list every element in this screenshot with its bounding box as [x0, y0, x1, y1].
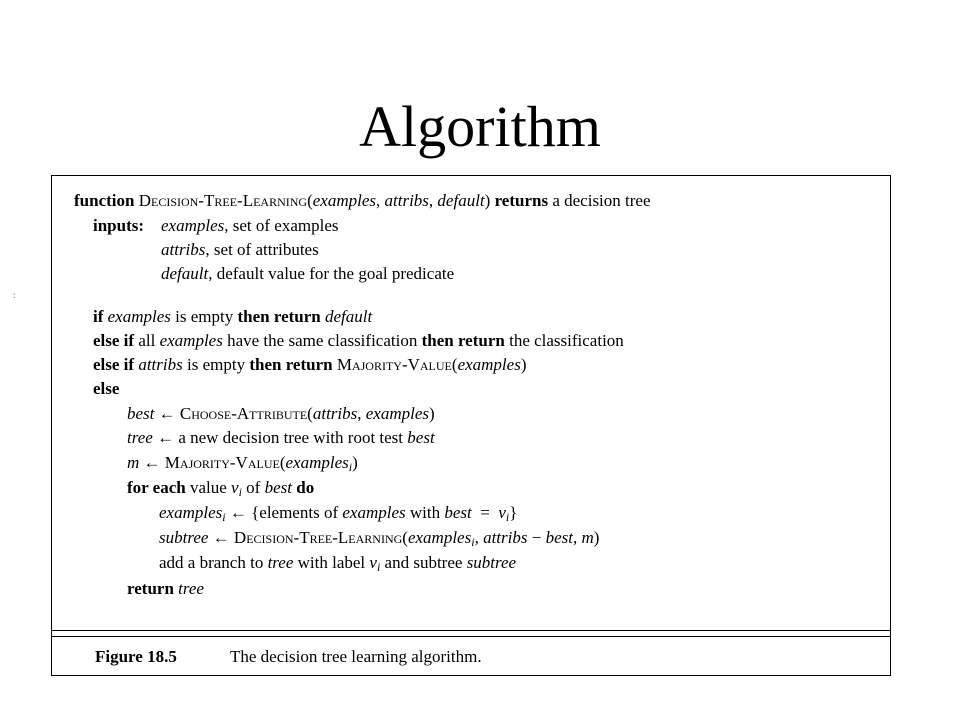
code-text: the classification	[509, 331, 624, 350]
function-choose-attribute: Choose-Attribute	[179, 404, 308, 423]
subscript-i: i	[348, 460, 353, 474]
keyword-returns: returns	[494, 191, 549, 210]
paren-open: (	[307, 191, 313, 210]
inputs-line	[93, 216, 144, 236]
comma: ,	[357, 404, 366, 423]
var-best: best	[545, 528, 573, 547]
code-text: all	[138, 331, 156, 350]
comma: ,	[572, 528, 582, 547]
input-name: examples	[161, 216, 225, 235]
code-line-majority-value	[127, 453, 358, 477]
var-m: m	[127, 453, 140, 472]
subscript-i: i	[505, 510, 510, 524]
var-examples: examples	[159, 331, 223, 350]
caption-divider	[52, 630, 890, 631]
var-tree: tree	[178, 579, 204, 598]
keyword-else-if: else if	[93, 331, 135, 350]
code-text: {elements of	[251, 503, 339, 522]
param-examples: examples	[312, 191, 377, 210]
var-best: best	[127, 404, 155, 423]
stray-mark: :	[13, 290, 16, 300]
comma: ,	[428, 191, 438, 210]
subscript-i: i	[238, 485, 242, 499]
code-text: }	[509, 503, 518, 522]
code-line-subtree	[159, 528, 599, 552]
paren-open: (	[279, 453, 286, 472]
var-examples: examples	[107, 307, 171, 326]
input-name: attribs	[161, 240, 206, 259]
paren-close: )	[484, 191, 491, 210]
subscript-i: i	[376, 560, 381, 574]
paren-close: )	[593, 528, 600, 547]
paren-close: )	[520, 355, 527, 374]
param-default: default	[437, 191, 485, 210]
code-line-if-empty	[93, 307, 372, 327]
code-line-add-branch	[159, 553, 516, 577]
input-description: , set of examples	[224, 216, 339, 235]
code-text: is empty	[186, 355, 246, 374]
var-examples: examples	[342, 503, 406, 522]
caption-divider	[52, 636, 890, 637]
subscript-i: i	[222, 510, 226, 524]
keyword-return: return	[127, 579, 174, 598]
var-examples: examples	[285, 453, 349, 472]
var-examples: examples	[365, 404, 430, 423]
input-item	[161, 240, 319, 260]
keyword-else: else	[93, 379, 120, 398]
paren-close: )	[352, 453, 358, 472]
code-text: have the same classification	[227, 331, 418, 350]
paren-open: (	[307, 404, 313, 423]
keyword-then-return: then return	[249, 355, 333, 374]
param-attribs: attribs	[384, 191, 429, 210]
var-tree: tree	[127, 428, 153, 447]
var-best: best	[407, 428, 435, 447]
inputs-label: inputs	[93, 216, 139, 235]
var-v: v	[369, 553, 377, 572]
keyword-then-return: then return	[237, 307, 321, 326]
var-examples: examples	[159, 503, 223, 522]
keyword-else-if: else if	[93, 355, 135, 374]
input-name: default	[161, 264, 209, 283]
minus-sign: −	[527, 528, 546, 547]
keyword-if: if	[93, 307, 104, 326]
slide-title: Algorithm	[359, 94, 601, 159]
assign-arrow: ←	[229, 503, 247, 522]
code-text: a new decision tree with root test	[178, 428, 404, 447]
inputs-colon: :	[138, 216, 145, 235]
figure-caption-text: The decision tree learning algorithm.	[230, 647, 482, 666]
var-attribs: attribs	[138, 355, 183, 374]
function-majority-value: Majority-Value	[336, 355, 452, 374]
assign-arrow: ←	[157, 428, 175, 447]
code-text: with	[409, 503, 441, 522]
var-default: default	[325, 307, 373, 326]
var-examples: examples	[457, 355, 521, 374]
paren-open: (	[402, 528, 408, 547]
code-line-same-classification	[93, 331, 624, 351]
input-item	[161, 216, 339, 236]
code-line-new-tree	[127, 428, 435, 448]
comma: ,	[474, 528, 484, 547]
var-attribs: attribs	[312, 404, 358, 423]
code-text: of	[246, 478, 261, 497]
var-best: best	[444, 503, 472, 522]
subscript-i: i	[471, 535, 475, 549]
var-m: m	[581, 528, 594, 547]
code-text: add a branch to	[159, 553, 264, 572]
var-examples: examples	[407, 528, 472, 547]
var-v: v	[231, 478, 239, 497]
code-line-for-each	[127, 478, 314, 502]
code-text: value	[189, 478, 227, 497]
keyword-function: function	[74, 191, 135, 210]
figure-caption	[95, 647, 482, 667]
code-line-choose-attribute	[127, 404, 435, 424]
code-line-attribs-empty	[93, 355, 527, 375]
assign-arrow: ←	[143, 453, 161, 472]
input-item	[161, 264, 454, 284]
code-line-else	[93, 379, 119, 399]
return-description: a decision tree	[552, 191, 651, 210]
var-subtree: subtree	[466, 553, 517, 572]
assign-arrow: ←	[158, 404, 176, 423]
code-line-return-tree	[127, 579, 204, 599]
function-name: Decision-Tree-Learning	[138, 191, 308, 210]
code-text: is empty	[175, 307, 234, 326]
code-text: with label	[297, 553, 366, 572]
equals-sign: =	[480, 503, 490, 522]
function-signature	[74, 191, 651, 211]
var-subtree: subtree	[159, 528, 209, 547]
code-text: and subtree	[384, 553, 463, 572]
function-majority-value: Majority-Value	[164, 453, 280, 472]
var-best: best	[264, 478, 292, 497]
var-v: v	[498, 503, 506, 522]
paren-close: )	[429, 404, 435, 423]
assign-arrow: ←	[212, 528, 230, 547]
var-attribs: attribs	[483, 528, 528, 547]
input-description: , set of attributes	[205, 240, 319, 259]
function-name: Decision-Tree-Learning	[233, 528, 403, 547]
code-line-elements	[159, 503, 517, 527]
keyword-do: do	[296, 478, 315, 497]
keyword-then-return: then return	[421, 331, 505, 350]
paren-open: (	[451, 355, 458, 374]
keyword-for-each: for each	[127, 478, 186, 497]
input-description: , default value for the goal predicate	[208, 264, 455, 283]
algorithm-figure	[51, 175, 891, 676]
comma: ,	[376, 191, 385, 210]
var-tree: tree	[267, 553, 294, 572]
figure-label: Figure 18.5	[95, 647, 177, 666]
